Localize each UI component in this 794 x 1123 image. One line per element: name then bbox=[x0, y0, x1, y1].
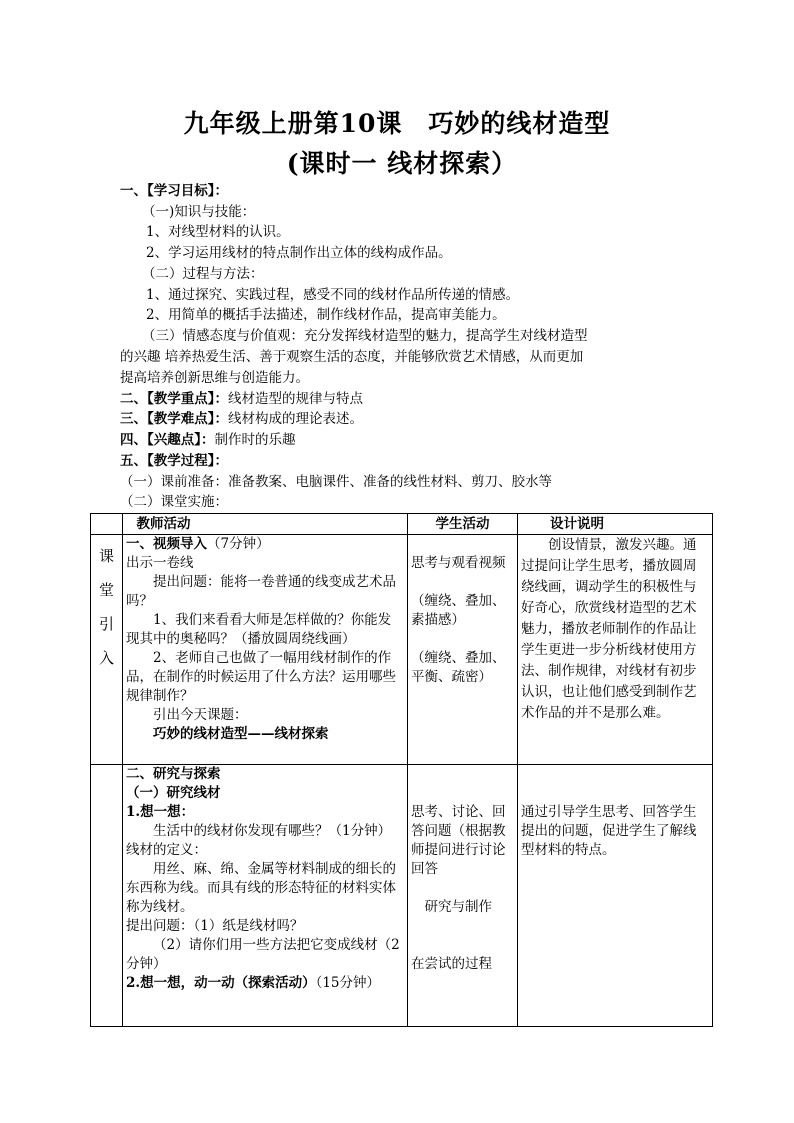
student-text: 思考、讨论、回答问题（根据教师提问进行讨论回答 bbox=[411, 804, 506, 877]
teacher-step bbox=[126, 974, 404, 993]
page-subtitle: (课时一 线材探索） bbox=[286, 149, 518, 178]
teacher-text: 1、我们来看看大师是怎样做的？你能发现其中的奥秘吗？（播放圆周绕线画） bbox=[126, 612, 392, 647]
row-label-char: 入 bbox=[98, 649, 114, 667]
table-row bbox=[91, 535, 713, 765]
header-teacher: 教师活动 bbox=[123, 514, 408, 535]
interest-point bbox=[120, 430, 296, 450]
lesson-topic: 巧妙的线材造型——线材探索 bbox=[153, 726, 329, 742]
preparation: （一）课前准备：准备教案、电脑课件、准备的线性材料、剪刀、胶水等 bbox=[120, 474, 552, 490]
section-process: 五、【教学过程】： bbox=[120, 453, 228, 469]
row-label-char: 课 bbox=[98, 547, 114, 565]
header-design: 设计说明 bbox=[518, 514, 713, 535]
teacher-step: 1.想一想： bbox=[126, 804, 195, 820]
teacher-heading-time: （7分钟） bbox=[207, 536, 270, 552]
teacher-activity-cell bbox=[123, 765, 408, 1027]
difficult-point bbox=[120, 409, 363, 429]
student-text: 在尝试的过程 bbox=[411, 956, 492, 972]
objective-heading-2: （二）过程与方法： bbox=[142, 266, 264, 282]
teacher-heading: 二、研究与探索 bbox=[126, 766, 221, 782]
interest-point-text: 制作时的乐趣 bbox=[214, 432, 296, 448]
student-activity-cell bbox=[408, 535, 518, 765]
teacher-text: （2）请你们用一些方法把它变成线材（2分钟） bbox=[126, 937, 400, 972]
header-blank bbox=[91, 514, 123, 535]
teacher-text: 出示一卷线 bbox=[126, 555, 194, 571]
objective-item: 2、用简单的概括手法描述，制作线材作品，提高审美能力。 bbox=[146, 307, 506, 323]
objective-heading-1: （一)知识与技能： bbox=[142, 204, 256, 220]
teacher-heading-label: 一、视频导入 bbox=[126, 536, 207, 552]
student-activity-cell bbox=[408, 765, 518, 1027]
teacher-subheading: （一）研究线材 bbox=[126, 785, 221, 801]
design-note-cell: 创设情景，激发兴趣。通过提问让学生思考，播放圆周绕线画，调动学生的积极性与好奇心，欣赏线材造型的艺术魅力，播放老师制作的作品让学生更进一步分析线材使用方法、制作规律，对线材有初步认识，也让他们感受到制作艺术作品的并不是那么难。 bbox=[518, 535, 713, 765]
row-label-char: 引 bbox=[98, 615, 114, 633]
difficult-point-label: 三、【教学难点】： bbox=[120, 411, 228, 427]
design-note-text: 通过引导学生思考、回答学生提出的问题，促进学生了解线型材料的特点。 bbox=[521, 804, 697, 858]
page-title: 九年级上册第10课 巧妙的线材造型 bbox=[183, 109, 611, 138]
objective-text: 提高培养创新思维与创造能力。 bbox=[120, 370, 309, 386]
student-text: 研究与制作 bbox=[424, 899, 492, 915]
student-text: （缠绕、叠加、平衡、疏密） bbox=[411, 650, 506, 685]
row-label-introduction bbox=[91, 535, 123, 765]
teacher-text: 提出问题：能将一卷普通的线变成艺术品吗？ bbox=[126, 574, 396, 609]
lesson-table bbox=[90, 513, 713, 1027]
teacher-text: 提出问题：（1）纸是线材吗？ bbox=[126, 918, 304, 934]
header-student: 学生活动 bbox=[408, 514, 518, 535]
key-point bbox=[120, 389, 363, 409]
key-point-text: 线材造型的规律与特点 bbox=[228, 391, 363, 407]
table-header-row bbox=[91, 514, 713, 535]
teacher-activity-cell bbox=[123, 535, 408, 765]
teacher-text: 2、老师自己也做了一幅用线材制作的作品，在制作的时候运用了什么方法？运用哪些规律制作？ bbox=[126, 650, 396, 704]
interest-point-label: 四、【兴趣点】： bbox=[120, 432, 215, 448]
teacher-text: 用丝、麻、绵、金属等材料制成的细长的东西称为线。而具有线的形态特征的材料实体称为线材。 bbox=[126, 861, 396, 915]
teacher-text: 引出今天课题： bbox=[153, 707, 248, 723]
teacher-text: 生活中的线材你发现有哪些？（1分钟） bbox=[153, 823, 392, 839]
activity-time: （15分钟） bbox=[315, 975, 381, 991]
objective-item: 1、对线型材料的认识。 bbox=[146, 224, 290, 240]
objective-text: 的兴趣 培养热爱生活、善于观察生活的态度，并能够欣赏艺术情感，从而更加 bbox=[120, 349, 584, 365]
student-text: （缠绕、叠加、素描感） bbox=[411, 593, 506, 628]
objective-heading-3: （三）情感态度与价值观：充分发挥线材造型的魅力，提高学生对线材造型 bbox=[142, 328, 588, 344]
row-label-char: 堂 bbox=[98, 581, 114, 599]
objective-item: 2、学习运用线材的特点制作出立体的线构成作品。 bbox=[146, 245, 452, 261]
difficult-point-text: 线材构成的理论表述。 bbox=[228, 411, 363, 427]
row-label-empty bbox=[91, 765, 123, 1027]
table-row bbox=[91, 765, 713, 1027]
student-text: 思考与观看视频 bbox=[411, 555, 506, 571]
section-objectives: 一、【学习目标】： bbox=[120, 183, 228, 199]
design-note-cell bbox=[518, 765, 713, 1027]
teacher-text: 线材的定义： bbox=[126, 842, 207, 858]
objective-item: 1、通过探究、实践过程，感受不同的线材作品所传递的情感。 bbox=[146, 287, 520, 303]
teacher-heading bbox=[126, 535, 404, 554]
implementation: （二）课堂实施： bbox=[120, 494, 228, 510]
key-point-label: 二、【教学重点】： bbox=[120, 391, 228, 407]
activity-label: 2.想一想，动一动（探索活动） bbox=[126, 975, 316, 991]
